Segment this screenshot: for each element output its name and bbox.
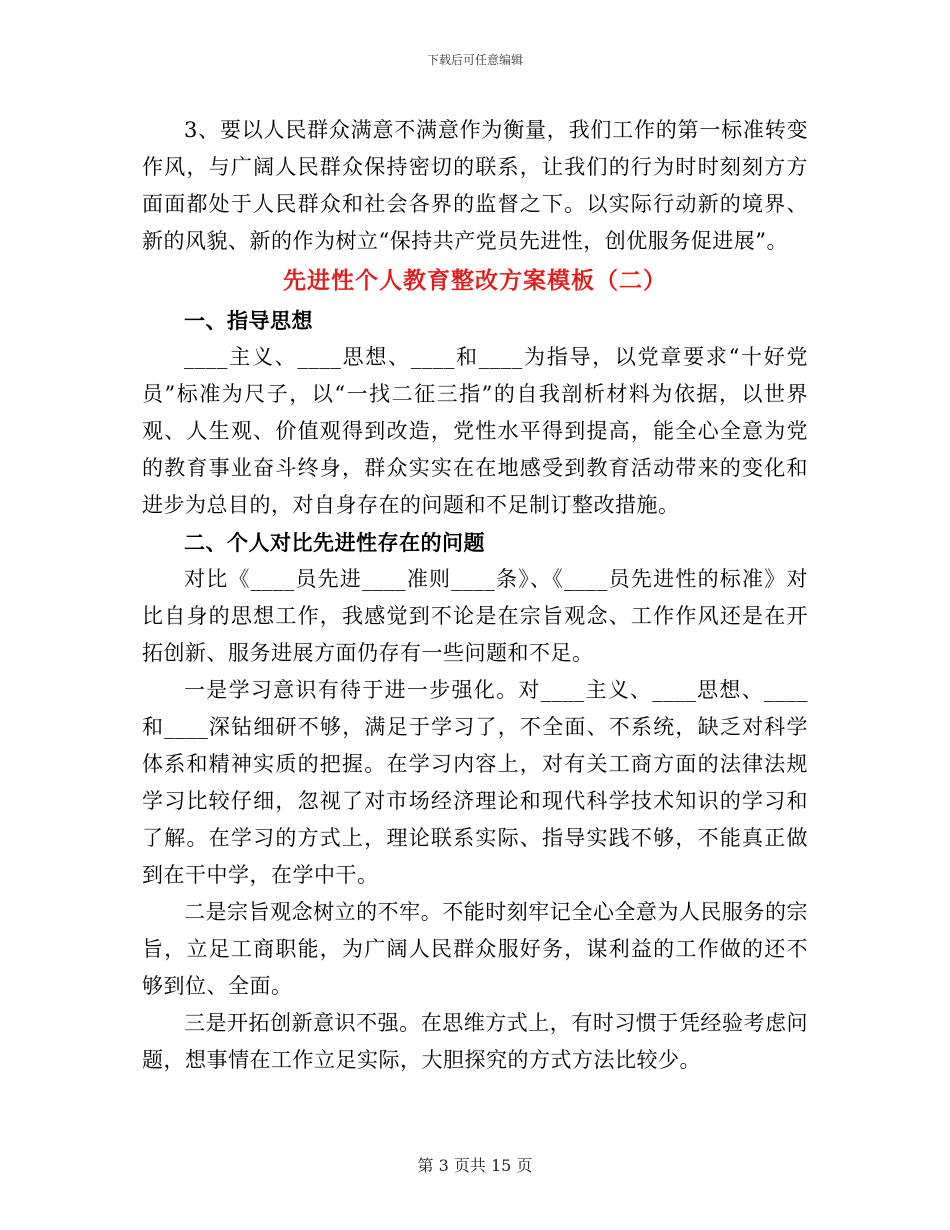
page-number: 第 3 页共 15 页	[417, 1156, 533, 1175]
document-title: 先进性个人教育整改方案模板（二）	[283, 267, 667, 294]
section-heading-problems: 二、个人对比先进性存在的问题	[184, 530, 485, 555]
paragraph-comparison: 对比《____员先进____准则____条》、《____员先进性的标准》对比自身的思想工作，我感觉到不论是在宗旨观念、工作作风还是在开拓创新、服务进展方面仍存有一些问题和不足。	[142, 567, 808, 665]
paragraph-problem-purpose: 二是宗旨观念树立的不牢。不能时刻牢记全心全意为人民服务的宗旨，立足工商职能，为广阔人民群众服好务，谋利益的工作做的还不够到位、全面。	[142, 900, 808, 998]
paragraph-intro: 3、要以人民群众满意不满意作为衡量，我们工作的第一标准转变作风，与广阔人民群众保持密切的联系，让我们的行为时时刻刻方方面面都处于人民群众和社会各界的监督之下。以实际行动新的境界、新的风貌、新的作为树立“保持共产党员先进性，创优服务促进展”。	[142, 118, 808, 253]
document-body	[142, 112, 808, 1079]
page-header-note: 下载后可任意编辑	[426, 53, 523, 67]
paragraph-problem-learning: 一是学习意识有待于进一步强化。对____主义、____思想、____和____深钻细研不够，满足于学习了，不全面、不系统，缺乏对科学体系和精神实质的把握。在学习内容上，对有关工商方面的法律法规学习比较仔细，忽视了对市场经济理论和现代科学技术知识的学习和了解。在学习的方式上，理论联系实际、指导实践不够，不能真正做到在干中学，在学中干。	[142, 678, 808, 887]
paragraph-problem-innovation: 三是开拓创新意识不强。在思维方式上，有时习惯于凭经验考虑问题，想事情在工作立足实际，大胆探究的方式方法比较少。	[142, 1011, 808, 1072]
section-heading-guiding-thought: 一、指导思想	[184, 308, 313, 333]
paragraph-guiding-thought: ____主义、____思想、____和____为指导，以党章要求“十好党员”标准为尺子，以“一找二征三指”的自我剖析材料为依据，以世界观、人生观、价值观得到改造，党性水平得到提高，能全心全意为党的教育事业奋斗终身，群众实实在在地感受到教育活动带来的变化和进步为总目的，对自身存在的问题和不足制订整改措施。	[142, 345, 808, 517]
